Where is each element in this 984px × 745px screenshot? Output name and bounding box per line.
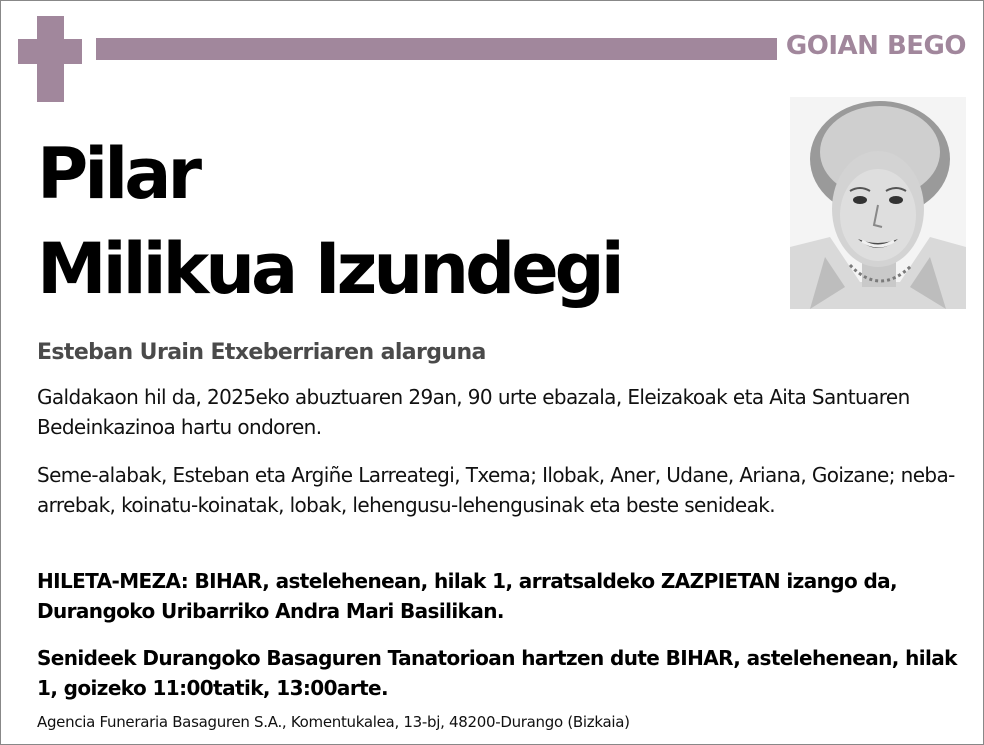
header-bar	[96, 38, 777, 60]
deceased-surnames: Milikua Izundegi	[37, 228, 621, 310]
header-label: GOIAN BEGO	[785, 31, 966, 61]
spouse-line: Esteban Urain Etxeberriaren alarguna	[37, 340, 486, 365]
family-list: Seme-alabak, Esteban eta Argiñe Larreategi, Txema; Ilobak, Aner, Udane, Ariana, Goizane; neba-arrebak, koinatu-koinatak, lobak, lehengusu-lehengusinak eta beste senideak.	[37, 463, 955, 517]
portrait-photo	[790, 97, 966, 309]
deceased-first-name: Pilar	[37, 133, 199, 215]
funeral-home-footer: Agencia Funeraria Basaguren S.A., Komentukalea, 13-bj, 48200-Durango (Bizkaia)	[37, 713, 630, 731]
wake-info: Senideek Durangoko Basaguren Tanatorioan hartzen dute BIHAR, astelehenean, hilak 1, goizeko 11:00tatik, 13:00arte.	[37, 646, 957, 700]
death-notice: Galdakaon hil da, 2025eko abuztuaren 29an, 90 urte ebazala, Eleizakoak eta Aita Santuaren Bedeinkazinoa hartu ondoren.	[37, 385, 910, 439]
funeral-mass: HILETA-MEZA: BIHAR, astelehenean, hilak 1, arratsaldeko ZAZPIETAN izango da, Durangoko Uribarriko Andra Mari Basilikan.	[37, 569, 898, 623]
